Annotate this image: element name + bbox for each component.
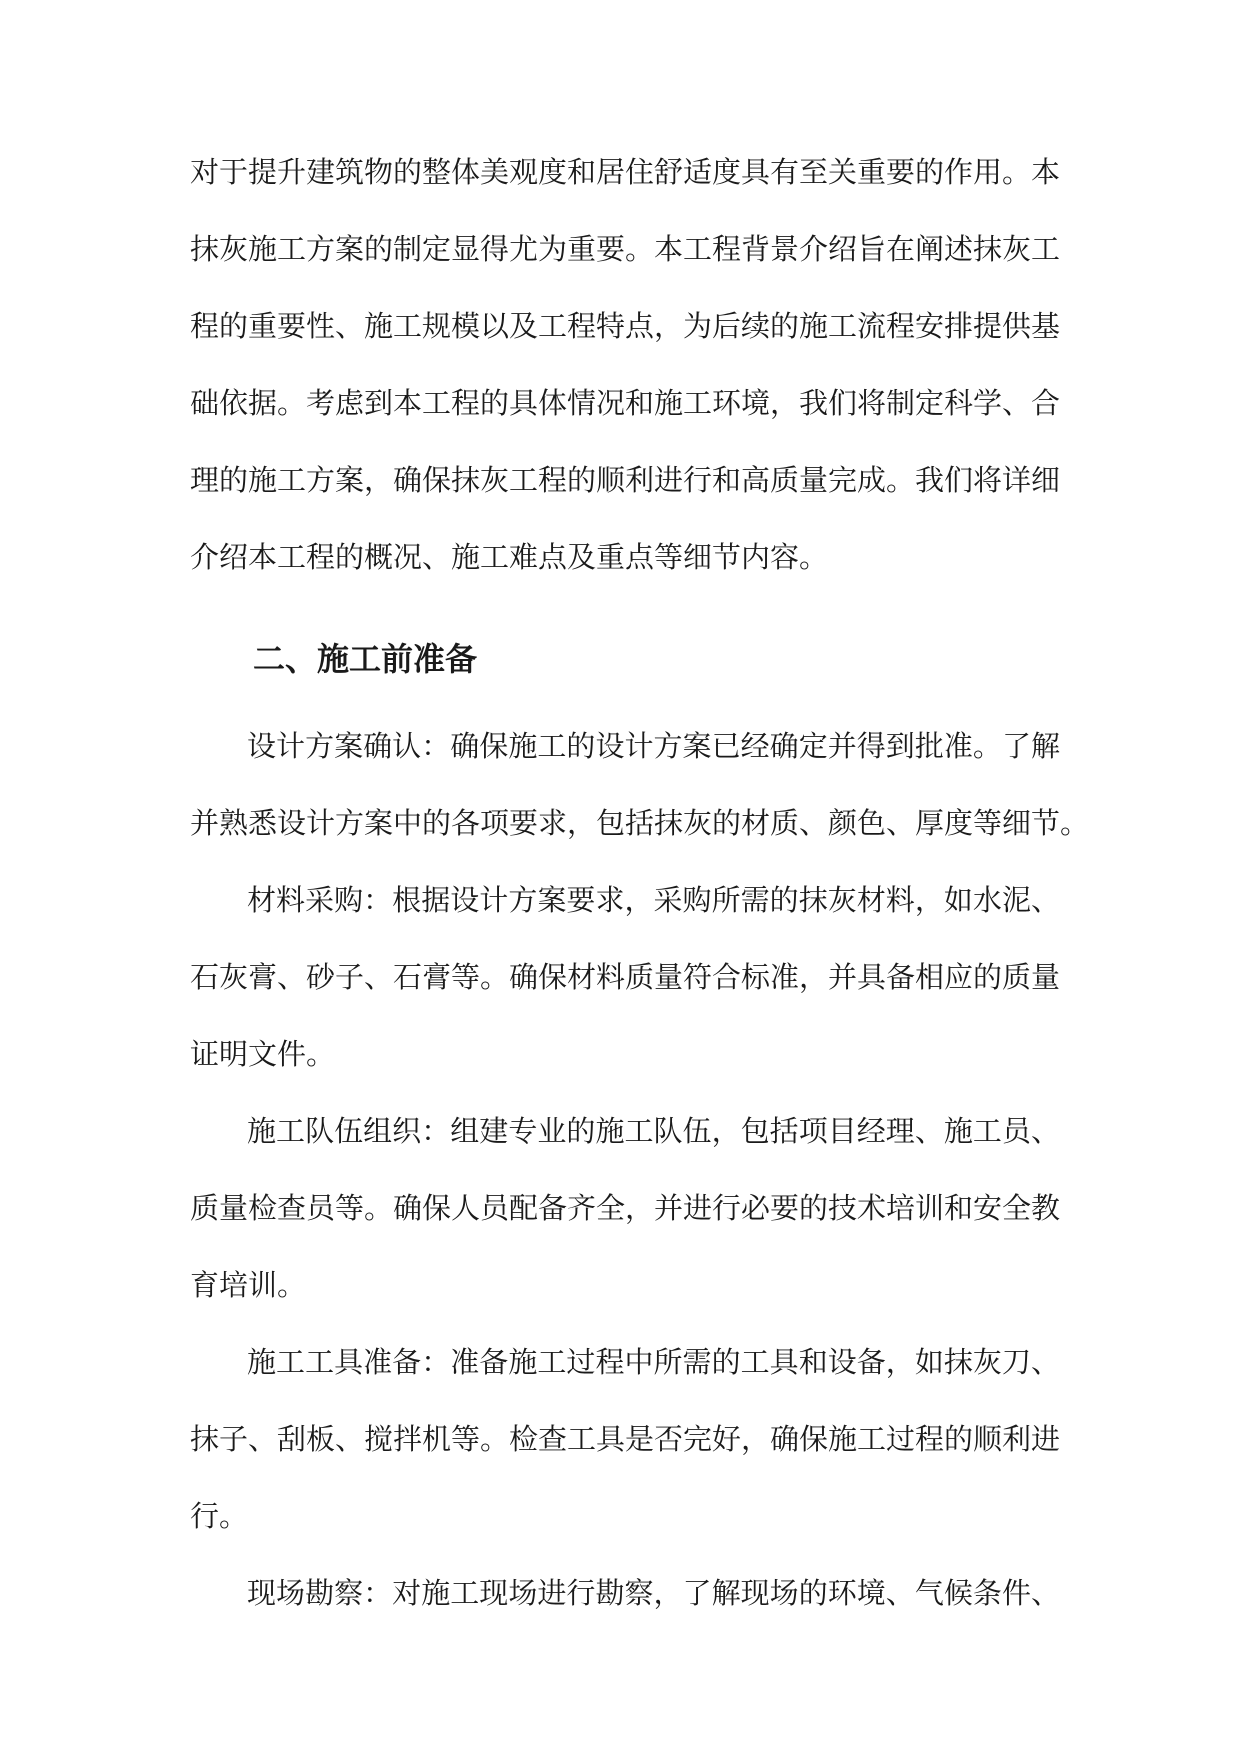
paragraph-line: 材料采购：根据设计方案要求，采购所需的抹灰材料，如水泥、 [247,883,1060,917]
paragraph-line: 行。 [190,1499,249,1533]
paragraph-line: 施工工具准备：准备施工过程中所需的工具和设备，如抹灰刀、 [247,1345,1060,1379]
paragraph-line: 介绍本工程的概况、施工难点及重点等细节内容。 [190,540,829,574]
section-heading: 二、施工前准备 [253,640,478,678]
paragraph-line: 施工队伍组织：组建专业的施工队伍，包括项目经理、施工员、 [247,1114,1060,1148]
paragraph-line: 质量检查员等。确保人员配备齐全，并进行必要的技术培训和安全教 [190,1191,1061,1225]
paragraph-line: 对于提升建筑物的整体美观度和居住舒适度具有至关重要的作用。本 [190,155,1061,189]
paragraph-line: 抹子、刮板、搅拌机等。检查工具是否完好，确保施工过程的顺利进 [190,1422,1061,1456]
paragraph-line: 证明文件。 [190,1037,336,1071]
paragraph-line: 设计方案确认：确保施工的设计方案已经确定并得到批准。了解 [247,729,1060,763]
paragraph-line: 程的重要性、施工规模以及工程特点，为后续的施工流程安排提供基 [190,309,1061,343]
paragraph-line: 石灰膏、砂子、石膏等。确保材料质量符合标准，并具备相应的质量 [190,960,1061,994]
paragraph-line: 抹灰施工方案的制定显得尤为重要。本工程背景介绍旨在阐述抹灰工 [190,232,1061,266]
paragraph-line: 并熟悉设计方案中的各项要求，包括抹灰的材质、颜色、厚度等细节。 [190,806,1090,840]
paragraph-line: 础依据。考虑到本工程的具体情况和施工环境，我们将制定科学、合 [190,386,1061,420]
paragraph-line: 现场勘察：对施工现场进行勘察，了解现场的环境、气候条件、 [247,1576,1060,1610]
paragraph-line: 育培训。 [190,1268,307,1302]
paragraph-line: 理的施工方案，确保抹灰工程的顺利进行和高质量完成。我们将详细 [190,463,1061,497]
